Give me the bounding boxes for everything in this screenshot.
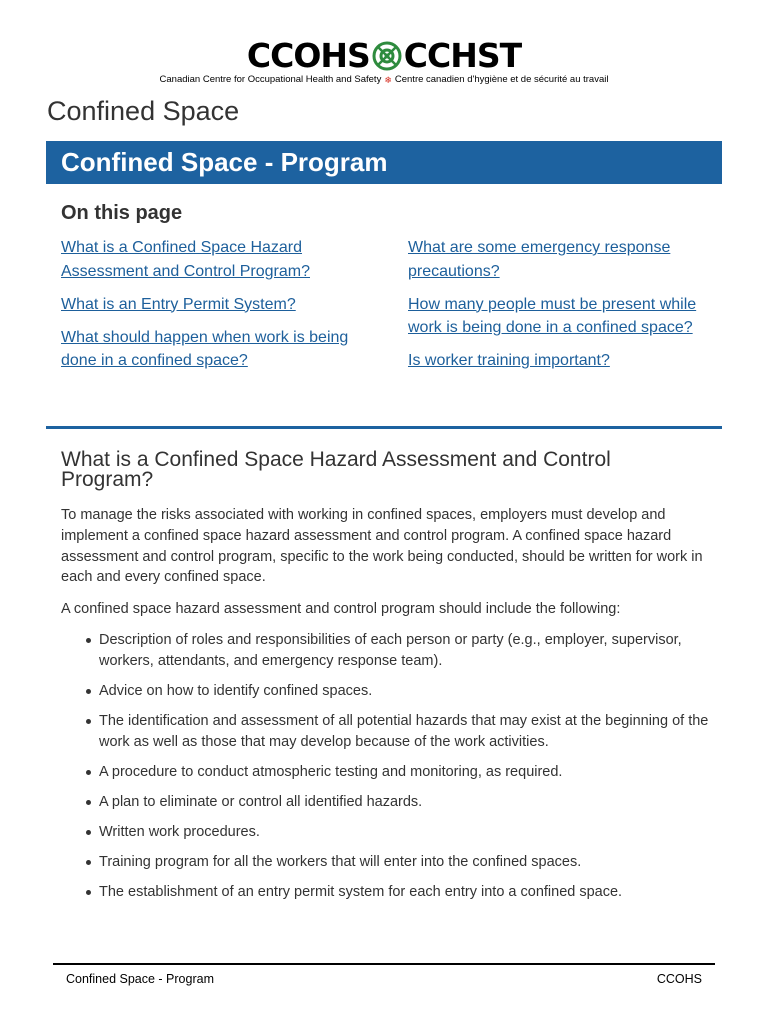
list-item: Written work procedures. <box>61 822 716 843</box>
maple-leaf-icon: ❄ <box>384 75 392 85</box>
logo-text-cchst: CCHST <box>403 36 522 75</box>
list-intro-paragraph: A confined space hazard assessment and control program should include the following: <box>61 601 621 617</box>
section-divider <box>46 426 722 429</box>
page-title: Confined Space <box>47 96 240 126</box>
toc-link-work-in-confined-space[interactable]: What should happen when work is being done in a confined space? <box>61 328 349 369</box>
footer-rule <box>53 963 715 965</box>
toc-link-worker-training[interactable]: Is worker training important? <box>408 352 610 369</box>
list-item: The establishment of an entry permit system for each entry into a confined space. <box>61 882 716 903</box>
toc-right-column <box>408 236 708 382</box>
list-item: Training program for all the workers that will enter into the confined spaces. <box>61 852 716 873</box>
toc-link-entry-permit-system[interactable]: What is an Entry Permit System? <box>61 295 296 313</box>
footer-organization: CCOHS <box>656 972 702 986</box>
list-item: A plan to eliminate or control all identified hazards. <box>61 792 716 813</box>
list-item: Description of roles and responsibilities of each person or party (e.g., employer, supervisor, workers, attendants, and emergency response team). <box>61 630 716 672</box>
intro-paragraph: To manage the risks associated with working in confined spaces, employers must develop and implement a confined space hazard assessment and control program. A confined space hazard assessment and control program, specific to the work being conducted, should be written for work in each and every confined space. <box>61 507 703 586</box>
program-title-banner: Confined Space - Program <box>46 141 722 184</box>
organization-name <box>0 74 768 86</box>
organization-name-fr: Centre canadien d'hygiène et de sécurité au travail <box>394 74 609 85</box>
section-heading: What is a Confined Space Hazard Assessment and Control Program? <box>61 448 611 491</box>
program-elements-list <box>61 630 716 912</box>
list-item: Advice on how to identify confined spaces. <box>61 681 716 702</box>
footer-document-title: Confined Space - Program <box>66 972 214 986</box>
list-item: The identification and assessment of all potential hazards that may exist at the beginning of the work as well as those that may develop because of the work activities. <box>61 711 716 753</box>
organization-name-en: Canadian Centre for Occupational Health and Safety <box>159 74 382 85</box>
on-this-page-heading: On this page <box>61 202 183 224</box>
ccohs-logo <box>0 38 768 86</box>
toc-link-emergency-response[interactable]: What are some emergency response precautions? <box>408 239 671 280</box>
toc-link-people-present[interactable]: How many people must be present while work is being done in a confined space? <box>408 295 697 336</box>
ccohs-emblem-icon <box>372 41 402 71</box>
list-item: A procedure to conduct atmospheric testing and monitoring, as required. <box>61 762 716 783</box>
toc-left-column <box>61 236 361 382</box>
toc-link-hazard-assessment-program[interactable]: What is a Confined Space Hazard Assessment and Control Program? <box>61 239 310 280</box>
logo-text-ccohs: CCOHS <box>246 36 370 75</box>
